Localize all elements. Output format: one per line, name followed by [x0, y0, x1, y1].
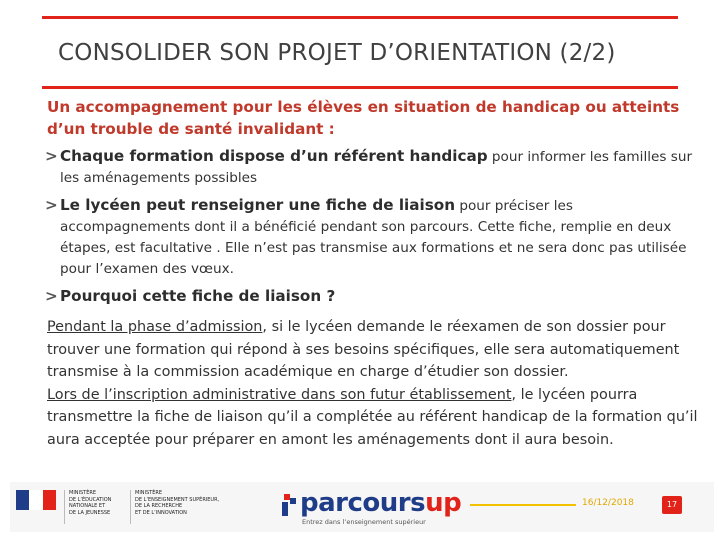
bullet-rest-text: pour informer les familles sur [487, 149, 693, 165]
page-number-badge: 17 [662, 496, 682, 514]
paragraph-body: , le lycéen pourra transmettre la fiche de liaison qu’il a complétée au référent handicap de la formation qu’il aura acceptée pour préparer en amont les aménagements dont il aura besoin. [47, 386, 698, 448]
footer-yellow-divider [470, 504, 576, 506]
bullet-fiche-liaison [47, 194, 707, 280]
wordmark-accent: up [425, 488, 462, 518]
ministry-line: DE LA RECHERCHE [135, 503, 183, 509]
bullet-rest-text: pour préciser les [455, 198, 573, 214]
parcoursup-mark-icon [280, 494, 298, 518]
slide-footer [0, 482, 720, 534]
republique-francaise-logo [16, 490, 56, 524]
bullet-pourquoi [47, 285, 707, 307]
ministry-line: DE LA JEUNESSE [69, 509, 111, 516]
paragraph-underlined-lead: Pendant la phase d’admission [47, 319, 263, 335]
ministry-education-block [64, 490, 122, 524]
ministry-line: DE L’ÉDUCATION [69, 496, 112, 503]
slide-title: CONSOLIDER SON PROJET D’ORIENTATION (2/2) [58, 40, 616, 66]
title-red-rule [42, 86, 678, 89]
top-red-rule [42, 16, 678, 19]
bullet-marker: > [45, 287, 58, 305]
paragraph-admission [47, 316, 707, 384]
ministry-line: DE L’ENSEIGNEMENT SUPÉRIEUR, [135, 496, 220, 503]
bullet-strong-text: Chaque formation dispose d’un référent handicap [60, 147, 488, 165]
ministry-higher-ed-block [130, 490, 220, 524]
bullet-continuation-text: accompagnements dont il a bénéficié pendant son parcours. Cette fiche, remplie en deux étapes, est facultative . Elle n’est pas transmise aux formations et ne sera donc pas utilisée pour l’examen des vœux. [60, 219, 687, 277]
ministry-line: NATIONALE ET [69, 503, 106, 509]
bullet-strong-text: Pourquoi cette fiche de liaison ? [60, 287, 336, 305]
wordmark-main: parcours [300, 488, 426, 518]
parcoursup-wordmark [300, 488, 461, 518]
bullet-marker: > [45, 196, 58, 214]
parcoursup-logo [280, 490, 460, 528]
slide-content [47, 96, 707, 451]
bullet-marker: > [45, 147, 58, 165]
ministry-line: MINISTÈRE [135, 490, 163, 496]
paragraph-body: , si le lycéen demande le réexamen de son dossier pour trouver une formation qui répond à ses besoins spécifiques, elle sera automatiquement transmise à la commission académique en charge d’étudier son dossier. [47, 319, 680, 380]
ministry-line: ET DE L’INNOVATION [135, 509, 187, 516]
paragraph-inscription [47, 384, 707, 452]
french-flag-icon [16, 490, 56, 510]
slide-date: 16/12/2018 [582, 498, 634, 508]
bullet-strong-text: Le lycéen peut renseigner une fiche de liaison [60, 196, 456, 214]
bullet-continuation-text: les aménagements possibles [60, 170, 258, 186]
ministry-line: MINISTÈRE [69, 490, 97, 496]
intro-text: Un accompagnement pour les élèves en situation de handicap ou atteints d’un trouble de santé invalidant : [47, 98, 680, 138]
paragraph-underlined-lead: Lors de l’inscription administrative dans son futur établissement [47, 386, 512, 403]
parcoursup-tagline: Entrez dans l’enseignement supérieur [302, 518, 426, 526]
bullet-referent-handicap [47, 145, 707, 189]
